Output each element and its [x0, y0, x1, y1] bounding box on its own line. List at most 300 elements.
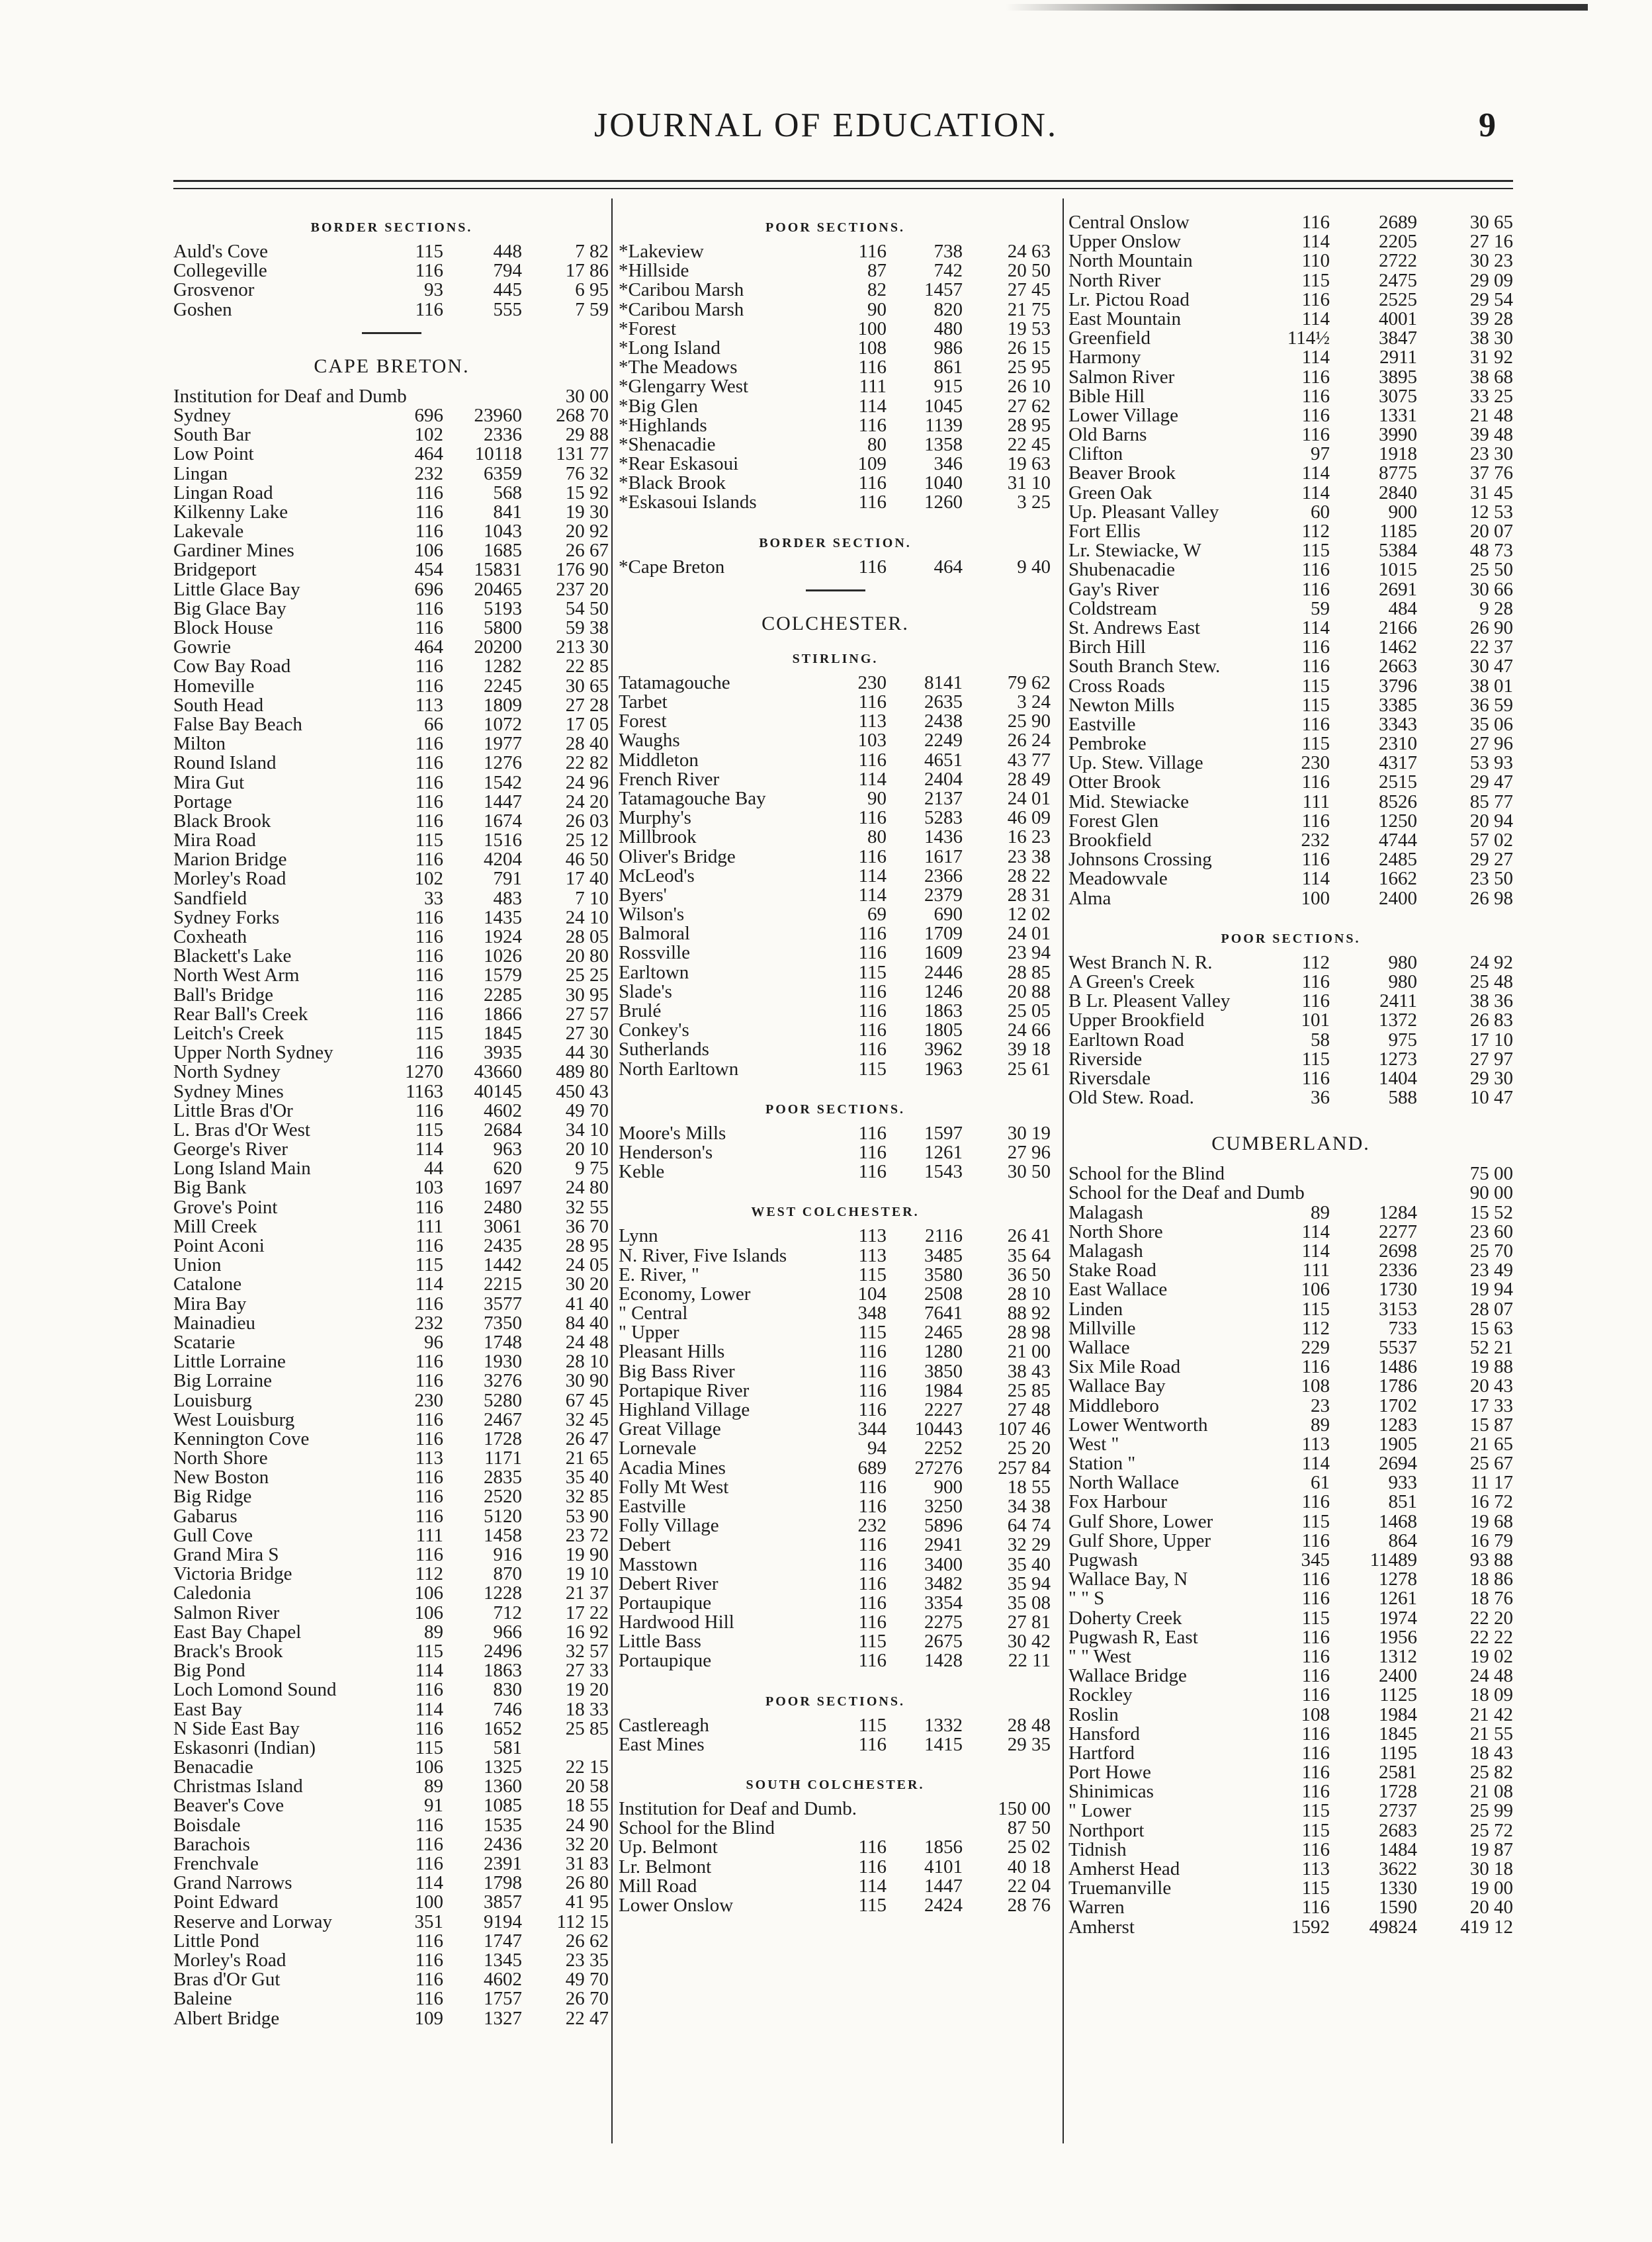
grant-amount: 7 82: [575, 241, 609, 262]
grant-amount: 489 80: [556, 1061, 609, 1083]
table-row: [619, 1716, 1052, 1735]
teachers-value: 454: [414, 559, 443, 581]
grant-amount: 26 47: [565, 1428, 609, 1449]
attendance-value: 3895: [1379, 366, 1417, 388]
attendance-value: 480: [934, 318, 963, 339]
teachers-value: 116: [415, 617, 443, 638]
table-row: [1068, 734, 1513, 754]
grant-amount: 35 40: [1007, 1553, 1051, 1575]
table-row: [619, 1143, 1052, 1162]
attendance-value: 2485: [1379, 849, 1417, 871]
attendance-value: 1702: [1379, 1395, 1417, 1416]
attendance-value: 2275: [924, 1612, 963, 1633]
teachers-value: 116: [858, 357, 887, 378]
table-row: [173, 1101, 610, 1121]
grant-amount: 19 68: [1469, 1510, 1513, 1532]
table-row: [619, 454, 1052, 474]
teachers-value: 116: [415, 1505, 443, 1527]
table-row: [173, 445, 610, 464]
grant-amount: 25 20: [1007, 1438, 1051, 1459]
grant-amount: 19 87: [1469, 1838, 1513, 1860]
table-row: [619, 712, 1052, 731]
teachers-value: 116: [415, 1949, 443, 1971]
school-section-name: *Black Brook: [619, 472, 726, 494]
table-row: [619, 1613, 1052, 1632]
attendance-value: 980: [1388, 951, 1417, 973]
attendance-value: 1276: [484, 752, 522, 774]
section-heading: STIRLING.: [792, 651, 879, 666]
grant-amount: 15 52: [1469, 1201, 1513, 1223]
table-row: [1068, 1860, 1513, 1879]
teachers-value: 232: [414, 462, 443, 484]
attendance-value: 27276: [914, 1457, 963, 1479]
attendance-value: 2285: [484, 984, 522, 1006]
table-row: [173, 1777, 610, 1796]
grant-amount: 44 30: [565, 1042, 609, 1064]
teachers-value: 116: [415, 501, 443, 523]
school-section-name: Millbrook: [619, 826, 697, 848]
school-section-name: Brack's Brook: [173, 1640, 283, 1662]
grant-amount: 40 18: [1007, 1856, 1051, 1877]
school-section-name: *Forest: [619, 318, 676, 339]
attendance-value: 1974: [1379, 1607, 1417, 1629]
attendance-value: 2698: [1379, 1240, 1417, 1262]
grant-amount: 17 40: [565, 868, 609, 890]
school-section-name: Lingan: [173, 462, 228, 484]
grant-amount: 49 70: [565, 1969, 609, 1991]
school-section-name: Station ": [1068, 1453, 1136, 1475]
teachers-value: 115: [415, 1737, 443, 1758]
table-row: [173, 1970, 610, 1989]
attendance-value: 1331: [1379, 404, 1417, 426]
table-row: [173, 1159, 610, 1178]
teachers-value: 116: [415, 965, 443, 986]
school-section-name: Fort Ellis: [1068, 521, 1141, 542]
teachers-value: 106: [414, 540, 443, 562]
school-section-name: Gay's River: [1068, 578, 1159, 600]
table-row: [1068, 869, 1513, 888]
grant-amount: 25 95: [1007, 357, 1051, 378]
teachers-value: 114½: [1287, 327, 1330, 349]
school-section-name: Kilkenny Lake: [173, 501, 288, 523]
spacer: [619, 513, 1052, 529]
teachers-value: 116: [1301, 212, 1330, 233]
attendance-value: 1609: [924, 942, 963, 964]
school-section-name: Folly Mt West: [619, 1476, 729, 1498]
table-row: [173, 793, 610, 812]
grant-amount: 52 21: [1469, 1336, 1513, 1358]
table-row: [173, 908, 610, 927]
teachers-value: 114: [415, 1872, 443, 1894]
table-row: [619, 1342, 1052, 1361]
school-section-name: L. Bras d'Or West: [173, 1119, 310, 1141]
attendance-value: 1415: [924, 1733, 963, 1755]
teachers-value: 116: [858, 1122, 887, 1144]
table-row: [173, 484, 610, 503]
attendance-value: 2366: [924, 865, 963, 886]
section-heading: POOR SECTIONS.: [765, 220, 905, 235]
attendance-value: 1261: [924, 1141, 963, 1163]
table-row: [173, 1391, 610, 1410]
attendance-value: 1845: [1379, 1723, 1417, 1745]
table-row: [1068, 1686, 1513, 1705]
school-section-name: Newton Mills: [1068, 694, 1175, 716]
teachers-value: 23: [1311, 1395, 1330, 1416]
attendance-value: 1617: [924, 845, 963, 867]
table-row: [1068, 850, 1513, 869]
teachers-value: 106: [414, 1756, 443, 1778]
attendance-value: 2446: [924, 961, 963, 983]
teachers-value: 115: [415, 1640, 443, 1662]
grant-amount: 28 49: [1007, 768, 1051, 790]
grant-amount: 26 10: [1007, 376, 1051, 398]
grant-amount: 29 54: [1469, 288, 1513, 310]
table-row: [1068, 1879, 1513, 1898]
school-section-name: Conkey's: [619, 1019, 689, 1041]
grant-amount: 23 49: [1469, 1260, 1513, 1281]
header-rule-thin: [173, 188, 1513, 189]
teachers-value: 116: [1301, 1723, 1330, 1745]
attendance-value: 1261: [1379, 1588, 1417, 1610]
teachers-value: 116: [415, 260, 443, 282]
teachers-value: 112: [415, 1563, 443, 1585]
grant-amount: 26 41: [1007, 1225, 1051, 1247]
table-row: [1068, 1531, 1513, 1551]
teachers-value: 94: [867, 1438, 887, 1459]
table-row: [1068, 213, 1513, 232]
school-section-name: Mid. Stewiacke: [1068, 791, 1190, 812]
table-row: [1068, 831, 1513, 850]
teachers-value: 100: [414, 1891, 443, 1913]
table-row: [619, 280, 1052, 300]
grant-amount: 27 57: [565, 1003, 609, 1025]
teachers-value: 89: [1311, 1201, 1330, 1223]
school-section-name: Sandfield: [173, 887, 247, 909]
school-section-name: West Louisburg: [173, 1408, 295, 1430]
attendance-value: 3857: [484, 1891, 522, 1913]
column-middle: [619, 213, 1052, 1915]
table-row: [173, 1854, 610, 1874]
school-section-name: North Mountain: [1068, 250, 1193, 272]
grant-amount: 25 02: [1007, 1836, 1051, 1858]
school-section-name: Gull Cove: [173, 1524, 253, 1546]
teachers-value: 116: [415, 656, 443, 677]
school-section-name: Block House: [173, 617, 273, 638]
grant-amount: 27 81: [1007, 1612, 1051, 1633]
school-section-name: Eskasonri (Indian): [173, 1737, 316, 1758]
grant-amount: 26 80: [565, 1872, 609, 1894]
attendance-value: 975: [1388, 1029, 1417, 1051]
table-row: [1068, 1164, 1513, 1184]
table-row: [1068, 1319, 1513, 1338]
table-row: [173, 1758, 610, 1777]
table-row: [173, 1371, 610, 1391]
teachers-value: 60: [1311, 501, 1330, 523]
table-row: [1068, 1725, 1513, 1744]
grant-amount: 88 92: [1007, 1303, 1051, 1324]
attendance-value: 1171: [484, 1447, 522, 1469]
grant-amount: 28 98: [1007, 1322, 1051, 1344]
school-section-name: Gulf Shore, Lower: [1068, 1510, 1213, 1532]
grant-amount: 22 20: [1469, 1607, 1513, 1629]
school-section-name: Bridgeport: [173, 559, 257, 581]
attendance-value: 820: [934, 298, 963, 320]
teachers-value: 113: [415, 1447, 443, 1469]
attendance-value: 746: [493, 1698, 522, 1720]
grant-amount: 87 50: [1007, 1817, 1051, 1839]
attendance-value: 2911: [1379, 347, 1417, 368]
section-heading: POOR SECTIONS.: [765, 1101, 905, 1117]
attendance-value: 1436: [924, 826, 963, 848]
school-section-name: Gabarus: [173, 1505, 238, 1527]
school-section-name: East Wallace: [1068, 1279, 1168, 1301]
teachers-value: 109: [857, 453, 887, 475]
teachers-value: 87: [867, 260, 887, 282]
school-section-name: Sydney Mines: [173, 1080, 284, 1102]
teachers-value: 116: [1301, 636, 1330, 658]
school-section-name: Catalone: [173, 1273, 242, 1295]
grant-amount: 26 15: [1007, 337, 1051, 359]
school-section-name: Wallace Bridge: [1068, 1665, 1187, 1687]
school-section-name: *Caribou Marsh: [619, 279, 744, 301]
table-row: [619, 789, 1052, 808]
teachers-value: 111: [415, 1215, 443, 1237]
table-row: [619, 1459, 1052, 1478]
grant-amount: 28 76: [1007, 1894, 1051, 1916]
grant-amount: 43 77: [1007, 749, 1051, 771]
grant-amount: 19 88: [1469, 1356, 1513, 1378]
teachers-value: 229: [1301, 1336, 1330, 1358]
attendance-value: 8141: [924, 671, 963, 693]
attendance-value: 3385: [1379, 694, 1417, 716]
attendance-value: 8526: [1379, 791, 1417, 812]
table-row: [619, 1285, 1052, 1304]
attendance-value: 4101: [924, 1856, 963, 1877]
school-section-name: Institution for Deaf and Dumb: [173, 385, 407, 407]
school-section-name: Earltown Road: [1068, 1029, 1184, 1051]
attendance-value: 1462: [1379, 636, 1417, 658]
table-row: [1068, 992, 1513, 1011]
grant-amount: 22 47: [565, 2007, 609, 2029]
grant-amount: 22 22: [1469, 1626, 1513, 1648]
attendance-value: 1652: [484, 1717, 522, 1739]
school-section-name: *Lakeview: [619, 241, 704, 262]
grant-amount: 25 99: [1469, 1800, 1513, 1822]
grant-amount: 25 25: [565, 965, 609, 986]
teachers-value: 116: [415, 1408, 443, 1430]
teachers-value: 116: [415, 1099, 443, 1121]
school-section-name: Big Bank: [173, 1177, 247, 1199]
school-section-name: South Bar: [173, 424, 251, 446]
school-section-name: " " West: [1068, 1645, 1131, 1667]
grant-amount: 18 55: [565, 1795, 609, 1817]
grant-amount: 22 45: [1007, 433, 1051, 455]
attendance-value: 2480: [484, 1196, 522, 1218]
attendance-value: 5120: [484, 1505, 522, 1527]
table-row: [1068, 1492, 1513, 1512]
attendance-value: 841: [493, 501, 522, 523]
table-row: [619, 847, 1052, 867]
table-row: [619, 1838, 1052, 1857]
teachers-value: 116: [415, 1486, 443, 1508]
teachers-value: 115: [1301, 694, 1330, 716]
attendance-value: 2227: [924, 1399, 963, 1420]
attendance-value: 712: [493, 1602, 522, 1623]
teachers-value: 116: [415, 521, 443, 542]
attendance-value: 1332: [924, 1714, 963, 1736]
grant-amount: 22 04: [1007, 1875, 1051, 1897]
school-section-name: South Branch Stew.: [1068, 656, 1221, 677]
attendance-value: 3153: [1379, 1298, 1417, 1320]
table-row: [1068, 1589, 1513, 1608]
table-row: [173, 1430, 610, 1449]
teachers-value: 232: [414, 1312, 443, 1334]
attendance-value: 2391: [484, 1853, 522, 1874]
school-section-name: Tatamagouche: [619, 671, 730, 693]
grant-amount: 39 28: [1469, 308, 1513, 329]
grant-amount: 32 85: [565, 1486, 609, 1508]
attendance-value: 5384: [1379, 540, 1417, 562]
grant-amount: 29 09: [1469, 269, 1513, 291]
teachers-value: 116: [1301, 1742, 1330, 1764]
school-section-name: *Shenacadie: [619, 433, 716, 455]
grant-amount: 31 83: [565, 1853, 609, 1874]
scan-edge-artifact: [1006, 4, 1588, 11]
school-section-name: Rockley: [1068, 1684, 1133, 1706]
teachers-value: 116: [415, 675, 443, 697]
school-section-name: Bras d'Or Gut: [173, 1969, 281, 1991]
teachers-value: 80: [867, 433, 887, 455]
grant-amount: 19 94: [1469, 1279, 1513, 1301]
attendance-value: 1195: [1379, 1742, 1417, 1764]
grant-amount: 18 43: [1469, 1742, 1513, 1764]
teachers-value: 116: [1301, 424, 1330, 446]
teachers-value: 116: [1301, 771, 1330, 793]
teachers-value: 111: [415, 1524, 443, 1546]
teachers-value: 116: [1301, 656, 1330, 677]
teachers-value: 69: [867, 904, 887, 926]
attendance-value: 1930: [484, 1351, 522, 1373]
teachers-value: 115: [858, 961, 887, 983]
table-row: [619, 1323, 1052, 1342]
grant-amount: 25 85: [565, 1717, 609, 1739]
grant-amount: 32 20: [565, 1833, 609, 1855]
spacer: [619, 1754, 1052, 1770]
teachers-value: 114: [415, 1139, 443, 1160]
table-row: [1068, 1782, 1513, 1801]
grant-amount: 268 70: [556, 404, 609, 426]
school-section-name: Hartford: [1068, 1742, 1135, 1764]
grant-amount: 107 46: [998, 1418, 1051, 1440]
grant-amount: 38 30: [1469, 327, 1513, 349]
table-row: [619, 435, 1052, 454]
table-row: [173, 1739, 610, 1758]
attendance-value: 2436: [484, 1833, 522, 1855]
table-row: [173, 1024, 610, 1043]
school-section-name: North Shore: [173, 1447, 268, 1469]
grant-amount: 23 38: [1007, 845, 1051, 867]
table-row: [1068, 1840, 1513, 1860]
table-row: [619, 1021, 1052, 1040]
table-row: [1068, 754, 1513, 773]
school-section-name: West ": [1068, 1433, 1119, 1455]
table-row: [173, 280, 610, 300]
attendance-value: 1697: [484, 1177, 522, 1199]
school-section-name: Sydney: [173, 404, 231, 426]
teachers-value: 114: [858, 884, 887, 906]
grant-amount: 18 76: [1469, 1588, 1513, 1610]
school-section-name: Lakevale: [173, 521, 244, 542]
teachers-value: 106: [414, 1582, 443, 1604]
grant-amount: 59 38: [565, 617, 609, 638]
grant-amount: 27 16: [1469, 231, 1513, 253]
school-section-name: Murphy's: [619, 807, 691, 829]
school-section-name: Earltown: [619, 961, 689, 983]
table-row: [619, 770, 1052, 789]
grant-amount: 21 65: [1469, 1433, 1513, 1455]
school-section-name: Little Bras d'Or: [173, 1099, 293, 1121]
school-section-name: School for the Blind: [1068, 1163, 1225, 1185]
attendance-value: 20200: [474, 636, 522, 658]
attendance-value: 986: [934, 337, 963, 359]
grant-amount: 26 67: [565, 540, 609, 562]
grant-amount: 24 80: [565, 1177, 609, 1199]
teachers-value: 116: [415, 1969, 443, 1991]
table-row: [619, 339, 1052, 358]
school-section-name: Mill Creek: [173, 1215, 257, 1237]
grant-amount: 28 22: [1007, 865, 1051, 886]
attendance-value: 3990: [1379, 424, 1417, 446]
table-row: [1068, 1069, 1513, 1088]
teachers-value: 116: [415, 945, 443, 967]
school-section-name: Low Point: [173, 443, 254, 465]
grant-amount: 27 28: [565, 694, 609, 716]
teachers-value: 115: [1301, 1877, 1330, 1899]
school-section-name: Greenfield: [1068, 327, 1151, 349]
table-row: [1068, 812, 1513, 831]
teachers-value: 113: [858, 711, 887, 732]
teachers-value: 116: [415, 733, 443, 755]
table-row: [173, 1604, 610, 1623]
school-section-name: Green Oak: [1068, 482, 1152, 503]
teachers-value: 113: [1301, 1858, 1330, 1879]
school-section-name: Truemanville: [1068, 1877, 1172, 1899]
attendance-value: 2525: [1379, 288, 1417, 310]
grant-amount: 213 30: [556, 636, 609, 658]
teachers-value: 102: [414, 868, 443, 890]
teachers-value: 1270: [405, 1061, 443, 1083]
attendance-value: 346: [934, 453, 963, 475]
school-section-name: Salmon River: [1068, 366, 1175, 388]
teachers-value: 115: [858, 1631, 887, 1653]
attendance-value: 2520: [484, 1486, 522, 1508]
teachers-value: 112: [1301, 951, 1330, 973]
column-right: [1068, 213, 1513, 1937]
table-row: [619, 1478, 1052, 1497]
grant-amount: 21 75: [1007, 298, 1051, 320]
teachers-value: 115: [1301, 733, 1330, 755]
table-row: [619, 416, 1052, 435]
table-row: [1068, 464, 1513, 483]
table-row: [1068, 599, 1513, 619]
teachers-value: 116: [415, 1351, 443, 1373]
attendance-value: 1757: [484, 1988, 522, 2010]
teachers-value: 116: [1301, 1588, 1330, 1610]
teachers-value: 116: [858, 492, 887, 513]
teachers-value: 116: [415, 1544, 443, 1565]
attendance-value: 1977: [484, 733, 522, 755]
school-section-name: Amherst: [1068, 1916, 1135, 1938]
